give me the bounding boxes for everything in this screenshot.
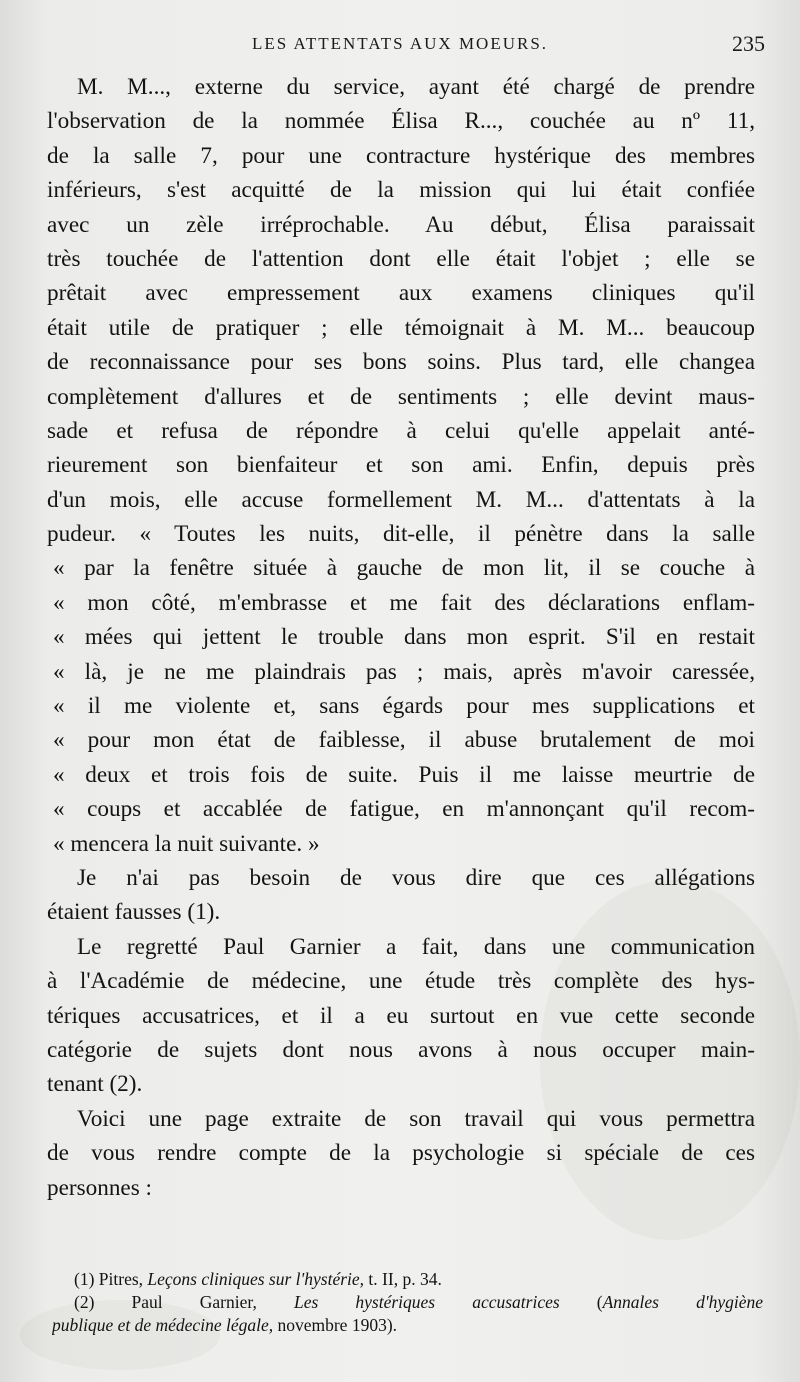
footnote-2-continued [52,1314,763,1337]
footnote-marker: (1) [74,1269,95,1289]
text-line: tenant (2). [47,1071,143,1098]
running-head [0,31,800,60]
footnote-2 [58,1291,763,1314]
footnote-work-title: Les hystériques accusatrices [293,1292,560,1312]
footnote-1 [58,1268,763,1291]
text-line: l'observation de la nommée Élisa R..., couchée au nº 11, [47,108,755,135]
text-line: Je n'ai pas besoin de vous dire que ces allégations [77,864,755,891]
text-line: étaient fausses (1). [47,899,221,926]
footnote-journal-title: publique et de médecine légale, [52,1315,274,1335]
text-line: pudeur. « Toutes les nuits, dit-elle, il pénètre dans la salle [47,521,755,548]
text-line: tériques accusatrices, et il a eu surtout en vue cette seconde [47,1002,755,1029]
footnote-journal-title: Annales d'hygiène [602,1292,763,1312]
text-line: avec un zèle irréprochable. Au début, Élisa paraissait [47,211,755,238]
body-text [47,70,755,1205]
text-line: à l'Académie de médecine, une étude très complète des hys- [47,968,755,995]
quote-line: « coups et accablée de fatigue, en m'annonçant qu'il recom- [53,796,755,823]
text-line: était utile de pratiquer ; elle témoignait à M. M... beaucoup [47,314,755,341]
footnote-author: Pitres, [98,1269,144,1289]
footnote-author: Paul Garnier, [131,1292,257,1312]
quote-line: « il me violente et, sans égards pour mes supplications et [53,693,755,720]
footnote-paren: ( [596,1292,603,1312]
text-line: de reconnaissance pour ses bons soins. Plus tard, elle changea [47,349,755,376]
text-line: M. M..., externe du service, ayant été chargé de prendre [77,74,755,100]
quote-line: « là, je ne me plaindrais pas ; mais, après m'avoir caressée, [53,658,755,685]
text-line: Le regretté Paul Garnier a fait, dans une communication [77,933,755,960]
running-title: LES ATTENTATS AUX MOEURS. [251,34,549,53]
text-line: très touchée de l'attention dont elle était l'objet ; elle se [47,245,755,272]
footnote-reference: t. II, p. 34. [368,1269,442,1289]
text-line: sade et refusa de répondre à celui qu'elle appelait anté- [47,417,755,444]
quote-line: « mées qui jettent le trouble dans mon esprit. S'il en restait [53,624,755,651]
footnote-marker: (2) [74,1292,95,1312]
text-line: rieurement son bienfaiteur et son ami. Enfin, depuis près [47,452,755,479]
text-line: de la salle 7, pour une contracture hystérique des membres [47,142,755,169]
footnotes [52,1268,763,1337]
quote-line: « deux et trois fois de suite. Puis il me laisse meurtrie de [53,761,755,788]
text-line: d'un mois, elle accuse formellement M. M... d'attentats à la [47,486,755,513]
text-line: catégorie de sujets dont nous avons à nous occuper main- [47,1036,755,1063]
text-line: complètement d'allures et de sentiments ; elle devint maus- [47,383,755,410]
text-line: prêtait avec empressement aux examens cliniques qu'il [47,280,755,307]
footnote-work-title: Leçons cliniques sur l'hystérie, [147,1269,365,1289]
quote-line: « par la fenêtre située à gauche de mon lit, il se couche à [53,555,755,582]
quote-line: « pour mon état de faiblesse, il abuse brutalement de moi [53,727,755,754]
page-number: 235 [732,31,765,56]
footnote-reference: novembre 1903). [277,1315,398,1335]
text-line: inférieurs, s'est acquitté de la mission qui lui était confiée [47,177,755,204]
text-line: Voici une page extraite de son travail qui vous permettra [77,1105,755,1132]
quote-line: « mon côté, m'embrasse et me fait des déclarations enflam- [53,589,755,616]
text-line: de vous rendre compte de la psychologie si spéciale de ces [47,1140,755,1167]
quote-line: « mencera la nuit suivante. » [53,830,320,857]
text-line: personnes : [47,1174,152,1201]
